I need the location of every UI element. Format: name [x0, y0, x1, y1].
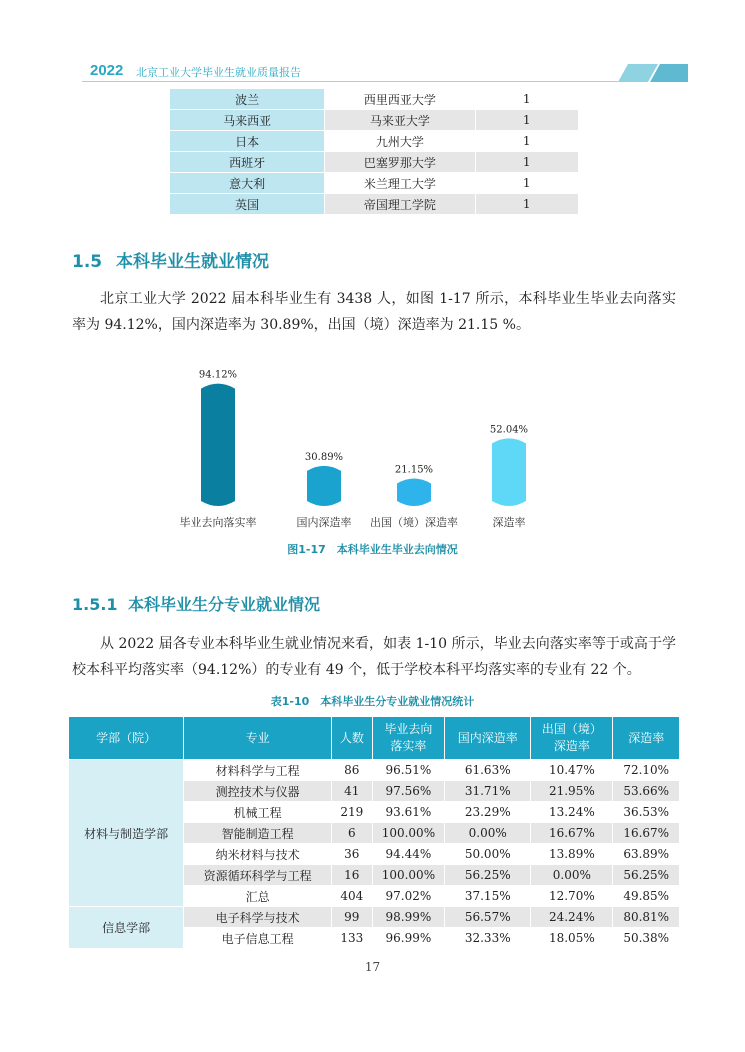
bar [492, 438, 526, 506]
major-cell: 智能制造工程 [184, 823, 332, 844]
data-label: 21.15% [394, 464, 434, 476]
section-number: 1.5 [72, 252, 103, 272]
major-cell: 电子科学与技术 [184, 907, 332, 928]
data-label: 94.12% [198, 369, 238, 381]
abroad-rate-cell: 0.00% [531, 865, 613, 886]
table-row [170, 152, 578, 173]
abroad-rate-cell: 13.89% [531, 844, 613, 865]
header-decoration [618, 64, 688, 82]
destination-bar-chart [180, 358, 560, 538]
column-header: 出国（境） 深造率 [531, 717, 613, 760]
bar [397, 479, 431, 506]
abroad-rate-cell: 16.67% [531, 823, 613, 844]
column-header: 深造率 [613, 717, 680, 760]
placement-rate-cell: 93.61% [372, 802, 445, 823]
table-row [170, 131, 578, 152]
further-study-rate-cell: 72.10% [613, 760, 680, 781]
domestic-rate-cell: 32.33% [445, 928, 531, 949]
placement-rate-cell: 98.99% [372, 907, 445, 928]
table-caption: 表1-10 本科毕业生分专业就业情况统计 [270, 695, 475, 708]
placement-rate-cell: 96.99% [372, 928, 445, 949]
major-cell: 汇总 [184, 886, 332, 907]
count-cell: 6 [332, 823, 373, 844]
header-title: 北京工业大学毕业生就业质量报告 [136, 66, 301, 79]
further-study-rate-cell: 53.66% [613, 781, 680, 802]
header-year: 2022 [90, 62, 124, 79]
domestic-rate-cell: 0.00% [445, 823, 531, 844]
abroad-rate-cell: 18.05% [531, 928, 613, 949]
university-cell: 马来亚大学 [325, 110, 475, 131]
table-row [170, 173, 578, 194]
count-cell: 86 [332, 760, 373, 781]
table-row [170, 194, 578, 215]
major-employment-table [68, 716, 680, 949]
count-cell: 1 [475, 173, 578, 194]
count-cell: 1 [475, 110, 578, 131]
domestic-rate-cell: 61.63% [445, 760, 531, 781]
subsection-heading [72, 592, 320, 615]
count-cell: 219 [332, 802, 373, 823]
column-header: 国内深造率 [445, 717, 531, 760]
university-cell: 巴塞罗那大学 [325, 152, 475, 173]
domestic-rate-cell: 50.00% [445, 844, 531, 865]
country-cell: 日本 [170, 131, 325, 152]
count-cell: 99 [332, 907, 373, 928]
page-number: 17 [364, 960, 381, 974]
category-label: 深造率 [492, 516, 526, 529]
table-row [170, 110, 578, 131]
data-label: 52.04% [489, 424, 529, 436]
figure-caption: 图1-17 本科毕业生毕业去向情况 [287, 543, 458, 556]
abroad-rate-cell: 13.24% [531, 802, 613, 823]
domestic-rate-cell: 37.15% [445, 886, 531, 907]
placement-rate-cell: 100.00% [372, 865, 445, 886]
university-cell: 帝国理工学院 [325, 194, 475, 215]
count-cell: 1 [475, 131, 578, 152]
count-cell: 1 [475, 89, 578, 110]
column-header: 人数 [332, 717, 373, 760]
abroad-rate-cell: 21.95% [531, 781, 613, 802]
domestic-rate-cell: 31.71% [445, 781, 531, 802]
further-study-rate-cell: 63.89% [613, 844, 680, 865]
further-study-rate-cell: 50.38% [613, 928, 680, 949]
section-heading [72, 247, 269, 272]
department-cell: 材料与制造学部 [69, 760, 184, 907]
bar [201, 384, 235, 506]
abroad-rate-cell: 10.47% [531, 760, 613, 781]
data-label: 30.89% [304, 451, 344, 463]
further-study-rate-cell: 80.81% [613, 907, 680, 928]
subsection-number: 1.5.1 [72, 595, 118, 614]
country-cell: 西班牙 [170, 152, 325, 173]
country-cell: 波兰 [170, 89, 325, 110]
university-cell: 九州大学 [325, 131, 475, 152]
placement-rate-cell: 94.44% [372, 844, 445, 865]
placement-rate-cell: 96.51% [372, 760, 445, 781]
placement-rate-cell: 97.56% [372, 781, 445, 802]
placement-rate-cell: 97.02% [372, 886, 445, 907]
column-header: 专业 [184, 717, 332, 760]
page-header [68, 58, 688, 84]
bar [307, 466, 341, 506]
university-cell: 米兰理工大学 [325, 173, 475, 194]
paragraph-intro: 北京工业大学 2022 届本科毕业生有 3438 人，如图 1-17 所示，本科毕业生毕业去向落实率为 94.12%，国内深造率为 30.89%，出国（境）深造率为 21.15 %。 [72, 291, 676, 333]
count-cell: 36 [332, 844, 373, 865]
count-cell: 41 [332, 781, 373, 802]
further-study-rate-cell: 56.25% [613, 865, 680, 886]
major-cell: 机械工程 [184, 802, 332, 823]
subsection-title: 本科毕业生分专业就业情况 [128, 595, 321, 614]
count-cell: 404 [332, 886, 373, 907]
further-study-rate-cell: 49.85% [613, 886, 680, 907]
table-row [69, 907, 680, 928]
domestic-rate-cell: 56.57% [445, 907, 531, 928]
category-label: 出国（境）深造率 [370, 516, 458, 529]
count-cell: 1 [475, 152, 578, 173]
section-title: 本科毕业生就业情况 [116, 252, 269, 272]
country-cell: 马来西亚 [170, 110, 325, 131]
abroad-rate-cell: 24.24% [531, 907, 613, 928]
domestic-rate-cell: 23.29% [445, 802, 531, 823]
count-cell: 133 [332, 928, 373, 949]
category-label: 毕业去向落实率 [180, 516, 257, 529]
further-study-rate-cell: 36.53% [613, 802, 680, 823]
table-row [69, 760, 680, 781]
abroad-rate-cell: 12.70% [531, 886, 613, 907]
count-cell: 16 [332, 865, 373, 886]
department-cell: 信息学部 [69, 907, 184, 949]
header-rule [82, 81, 618, 82]
university-cell: 西里西亚大学 [325, 89, 475, 110]
major-cell: 资源循环科学与工程 [184, 865, 332, 886]
further-study-rate-cell: 16.67% [613, 823, 680, 844]
country-cell: 英国 [170, 194, 325, 215]
abroad-study-table [170, 89, 578, 215]
major-cell: 电子信息工程 [184, 928, 332, 949]
major-cell: 测控技术与仪器 [184, 781, 332, 802]
column-header: 学部（院） [69, 717, 184, 760]
major-cell: 纳米材料与技术 [184, 844, 332, 865]
paragraph-majors: 从 2022 届各专业本科毕业生就业情况来看，如表 1-10 所示，毕业去向落实率等于或高于学校本科平均落实率（94.12%）的专业有 49 个，低于学校本科平均落实率的专业有 22 个。 [72, 636, 676, 678]
major-cell: 材料科学与工程 [184, 760, 332, 781]
count-cell: 1 [475, 194, 578, 215]
column-header: 毕业去向 落实率 [372, 717, 445, 760]
table-row [170, 89, 578, 110]
domestic-rate-cell: 56.25% [445, 865, 531, 886]
category-label: 国内深造率 [296, 516, 352, 529]
placement-rate-cell: 100.00% [372, 823, 445, 844]
country-cell: 意大利 [170, 173, 325, 194]
